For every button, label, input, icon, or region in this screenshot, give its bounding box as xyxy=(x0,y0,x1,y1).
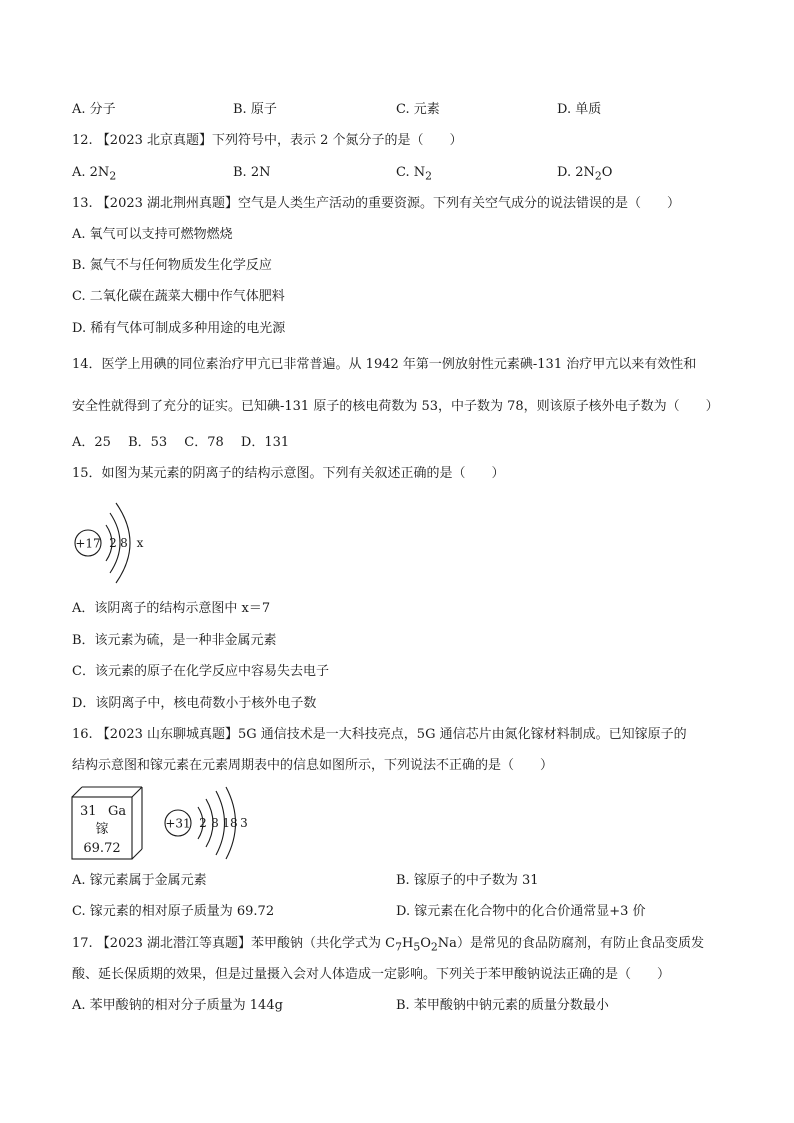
q16-nucleus: +31 xyxy=(165,816,191,831)
q15-option-a: A．该阴离子的结构示意图中 x＝7 xyxy=(72,601,271,616)
q15-nucleus: +17 xyxy=(75,536,101,551)
q15-shell-1: 2 xyxy=(109,536,117,550)
ga-atomic-mass: 69.72 xyxy=(83,841,121,856)
q13-option-b: B. 氮气不与任何物质发生化学反应 xyxy=(72,258,272,273)
q16-shell-2: 8 xyxy=(211,816,219,830)
atom-structure-diagram-ga xyxy=(160,785,260,863)
q15-shell-2: 8 xyxy=(120,536,128,550)
q17-option-b: B. 苯甲酸钠中钠元素的质量分数最小 xyxy=(396,998,609,1013)
q11-option-a: A. 分子 xyxy=(72,102,116,117)
q11-option-c: C. 元素 xyxy=(396,102,440,117)
q12-option-d: D. $2N_2O$ xyxy=(557,165,613,183)
q11-option-b: B. 原子 xyxy=(233,102,277,117)
q15-stem: 15．如图为某元素的阴离子的结构示意图。下列有关叙述正确的是（ ） xyxy=(72,466,505,481)
q17-stem-line2: 酸、延长保质期的效果，但是过量摄入会对人体造成一定影响。下列关于苯甲酸钠说法正确的是（ ） xyxy=(72,967,671,982)
q15-option-c: C．该元素的原子在化学反应中容易失去电子 xyxy=(72,664,329,679)
ga-symbol: Ga xyxy=(108,804,127,819)
q13-option-a: A. 氧气可以支持可燃物燃烧 xyxy=(72,227,233,242)
q14-options: A．25 B．53 C．78 D．131 xyxy=(72,435,290,450)
q16-option-d: D. 镓元素在化合物中的化合价通常显+3 价 xyxy=(396,904,646,919)
ga-atomic-number: 31 xyxy=(80,804,97,819)
q11-option-d: D. 单质 xyxy=(557,102,602,117)
atom-structure-diagram-cl xyxy=(70,495,180,590)
q16-option-b: B. 镓原子的中子数为 31 xyxy=(396,873,539,888)
q16-shell-3: 18 xyxy=(222,816,238,830)
q16-stem-line1: 16. 【2023 山东聊城真题】5G 通信技术是一大科技亮点，5G 通信芯片由氮化镓材料制成。已知镓原子的 xyxy=(72,727,687,742)
q13-stem: 13. 【2023 湖北荆州真题】空气是人类生产活动的重要资源。下列有关空气成分的说法错误的是（ ） xyxy=(72,196,681,211)
q13-option-d: D. 稀有气体可制成多种用途的电光源 xyxy=(72,321,286,336)
q15-option-d: D．该阴离子中，核电荷数小于核外电子数 xyxy=(72,696,317,711)
q12-option-b: B. 2N xyxy=(233,165,271,180)
q12-option-c: C. $N_2$ xyxy=(396,165,433,183)
q16-option-a: A. 镓元素属于金属元素 xyxy=(72,873,207,888)
q14-stem-line1: 14．医学上用碘的同位素治疗甲亢已非常普遍。从 1942 年第一例放射性元素碘-131 治疗甲亢以来有效性和 xyxy=(72,357,697,372)
ga-name: 镓 xyxy=(95,822,109,837)
periodic-table-cell-ga xyxy=(68,785,148,863)
q15-option-b: B．该元素为硫，是一种非金属元素 xyxy=(72,633,277,648)
q17-stem-line1: 17. 【2023 湖北潜江等真题】苯甲酸钠（共化学式为 $C_7H_5O_2Na$）是常见的食品防腐剂，有防止食品变质发 xyxy=(72,936,704,954)
q16-stem-line2: 结构示意图和镓元素在元素周期表中的信息如图所示，下列说法不正确的是（ ） xyxy=(72,758,554,773)
q12-option-a: A. $2N_2$ xyxy=(72,165,117,183)
q17-option-a: A. 苯甲酸钠的相对分子质量为 144g xyxy=(72,998,283,1013)
q15-shell-3: x xyxy=(136,536,144,550)
q12-stem: 12. 【2023 北京真题】下列符号中，表示 2 个氮分子的是（ ） xyxy=(72,133,463,148)
q13-option-c: C. 二氧化碳在蔬菜大棚中作气体肥料 xyxy=(72,289,285,304)
q16-shell-4: 3 xyxy=(240,816,248,830)
q16-option-c: C. 镓元素的相对原子质量为 69.72 xyxy=(72,904,275,919)
q16-shell-1: 2 xyxy=(199,816,207,830)
formula-suffix: $_7H_5O_2Na$ xyxy=(395,936,457,954)
q14-stem-line2: 安全性就得到了充分的证实。已知碘-131 原子的核电荷数为 53，中子数为 78，则该原子核外电子数为（ ） xyxy=(72,399,719,414)
